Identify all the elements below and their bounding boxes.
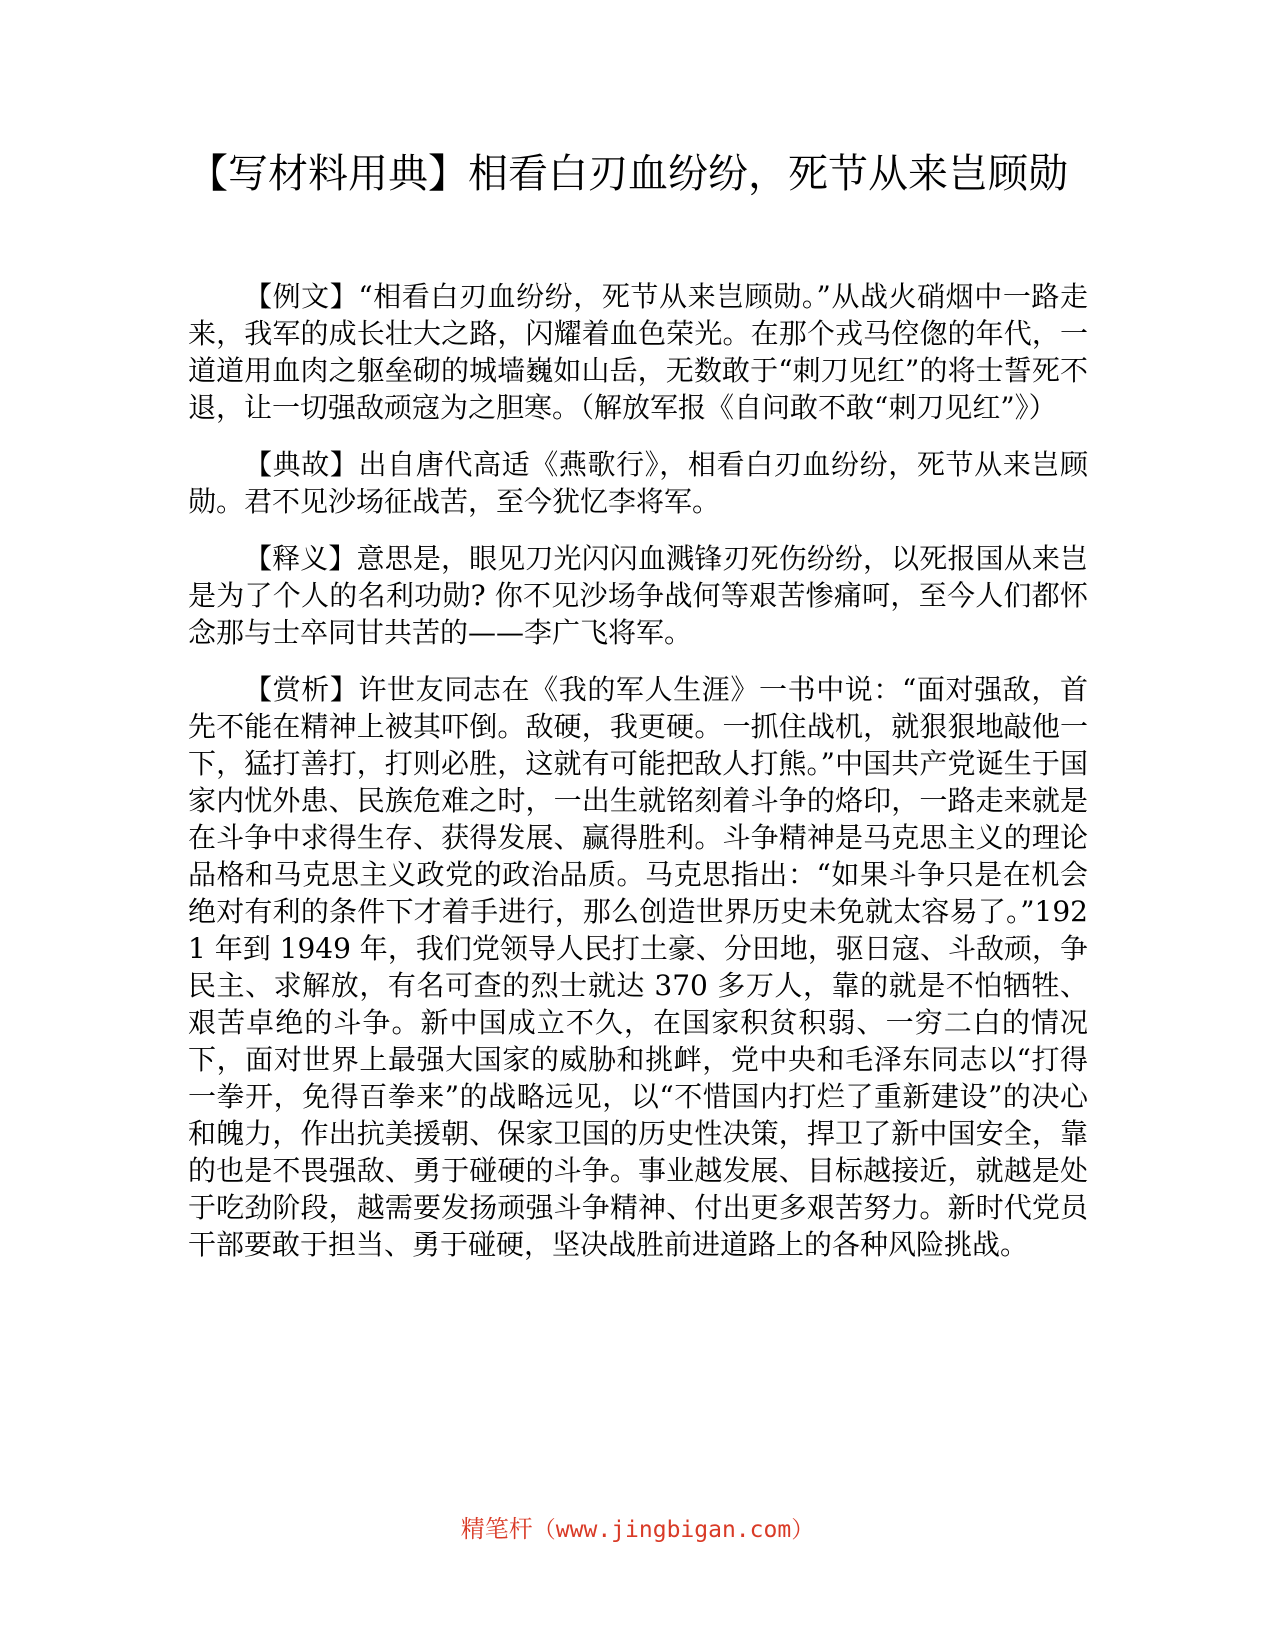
- footer-brand: 精笔杆: [460, 1515, 533, 1543]
- paragraph-example: 【例文】“相看白刃血纷纷，死节从来岂顾勋。”从战火硝烟中一路走来，我军的成长壮大之路，闪耀着血色荣光。在那个戎马倥偬的年代，一道道用血肉之躯垒砌的城墙巍如山岳，无数敢于“刺刀见红”的将士誓死不退，让一切强敌顽寇为之胆寒。（解放军报《自问敢不敢“刺刀见红”》）: [188, 280, 1088, 424]
- document-body: [188, 278, 1088, 1283]
- paragraph-interpretation: 【释义】意思是，眼见刀光闪闪血溅锋刃死伤纷纷，以死报国从来岂是为了个人的名利功勋? 你不见沙场争战何等艰苦惨痛呵，至今人们都怀念那与士卒同甘共苦的——李广飞将军。: [188, 542, 1088, 649]
- document-title: 【写材料用典】相看白刃血纷纷，死节从来岂顾勋: [188, 151, 1068, 197]
- footer-url: （www.jingbigan.com）: [532, 1517, 815, 1543]
- page-footer: [0, 1514, 1275, 1545]
- paragraph-analysis: 【赏析】许世友同志在《我的军人生涯》一书中说：“面对强敌，首先不能在精神上被其吓倒。敌硬，我更硬。一抓住战机，就狠狠地敲他一下，猛打善打，打则必胜，这就有可能把敌人打熊。”中国共产党诞生于国家内忧外患、民族危难之时，一出生就铭刻着斗争的烙印，一路走来就是在斗争中求得生存、获得发展、赢得胜利。斗争精神是马克思主义的理论品格和马克思主义政党的政治品质。马克思指出：“如果斗争只是在机会绝对有利的条件下才着手进行，那么创造世界历史未免就太容易了。”1921 年到 1949 年，我们党领导人民打土豪、分田地，驱日寇、斗敌顽，争民主、求解放，有名可查的烈士就达 370 多万人，靠的就是不怕牺牲、艰苦卓绝的斗争。新中国成立不久，在国家积贫积弱、一穷二白的情况下，面对世界上最强大国家的威胁和挑衅，党中央和毛泽东同志以“打得一拳开，免得百拳来”的战略远见，以“不惜国内打烂了重新建设”的决心和魄力，作出抗美援朝、保家卫国的历史性决策，捍卫了新中国安全，靠的也是不畏强敌、勇于碰硬的斗争。事业越发展、目标越接近，就越是处于吃劲阶段，越需要发扬顽强斗争精神、付出更多艰苦努力。新时代党员干部要敢于担当、勇于碰硬，坚决战胜前进道路上的各种风险挑战。: [188, 673, 1088, 1261]
- paragraph-allusion: 【典故】出自唐代高适《燕歌行》，相看白刃血纷纷，死节从来岂顾勋。君不见沙场征战苦，至今犹忆李将军。: [188, 448, 1088, 518]
